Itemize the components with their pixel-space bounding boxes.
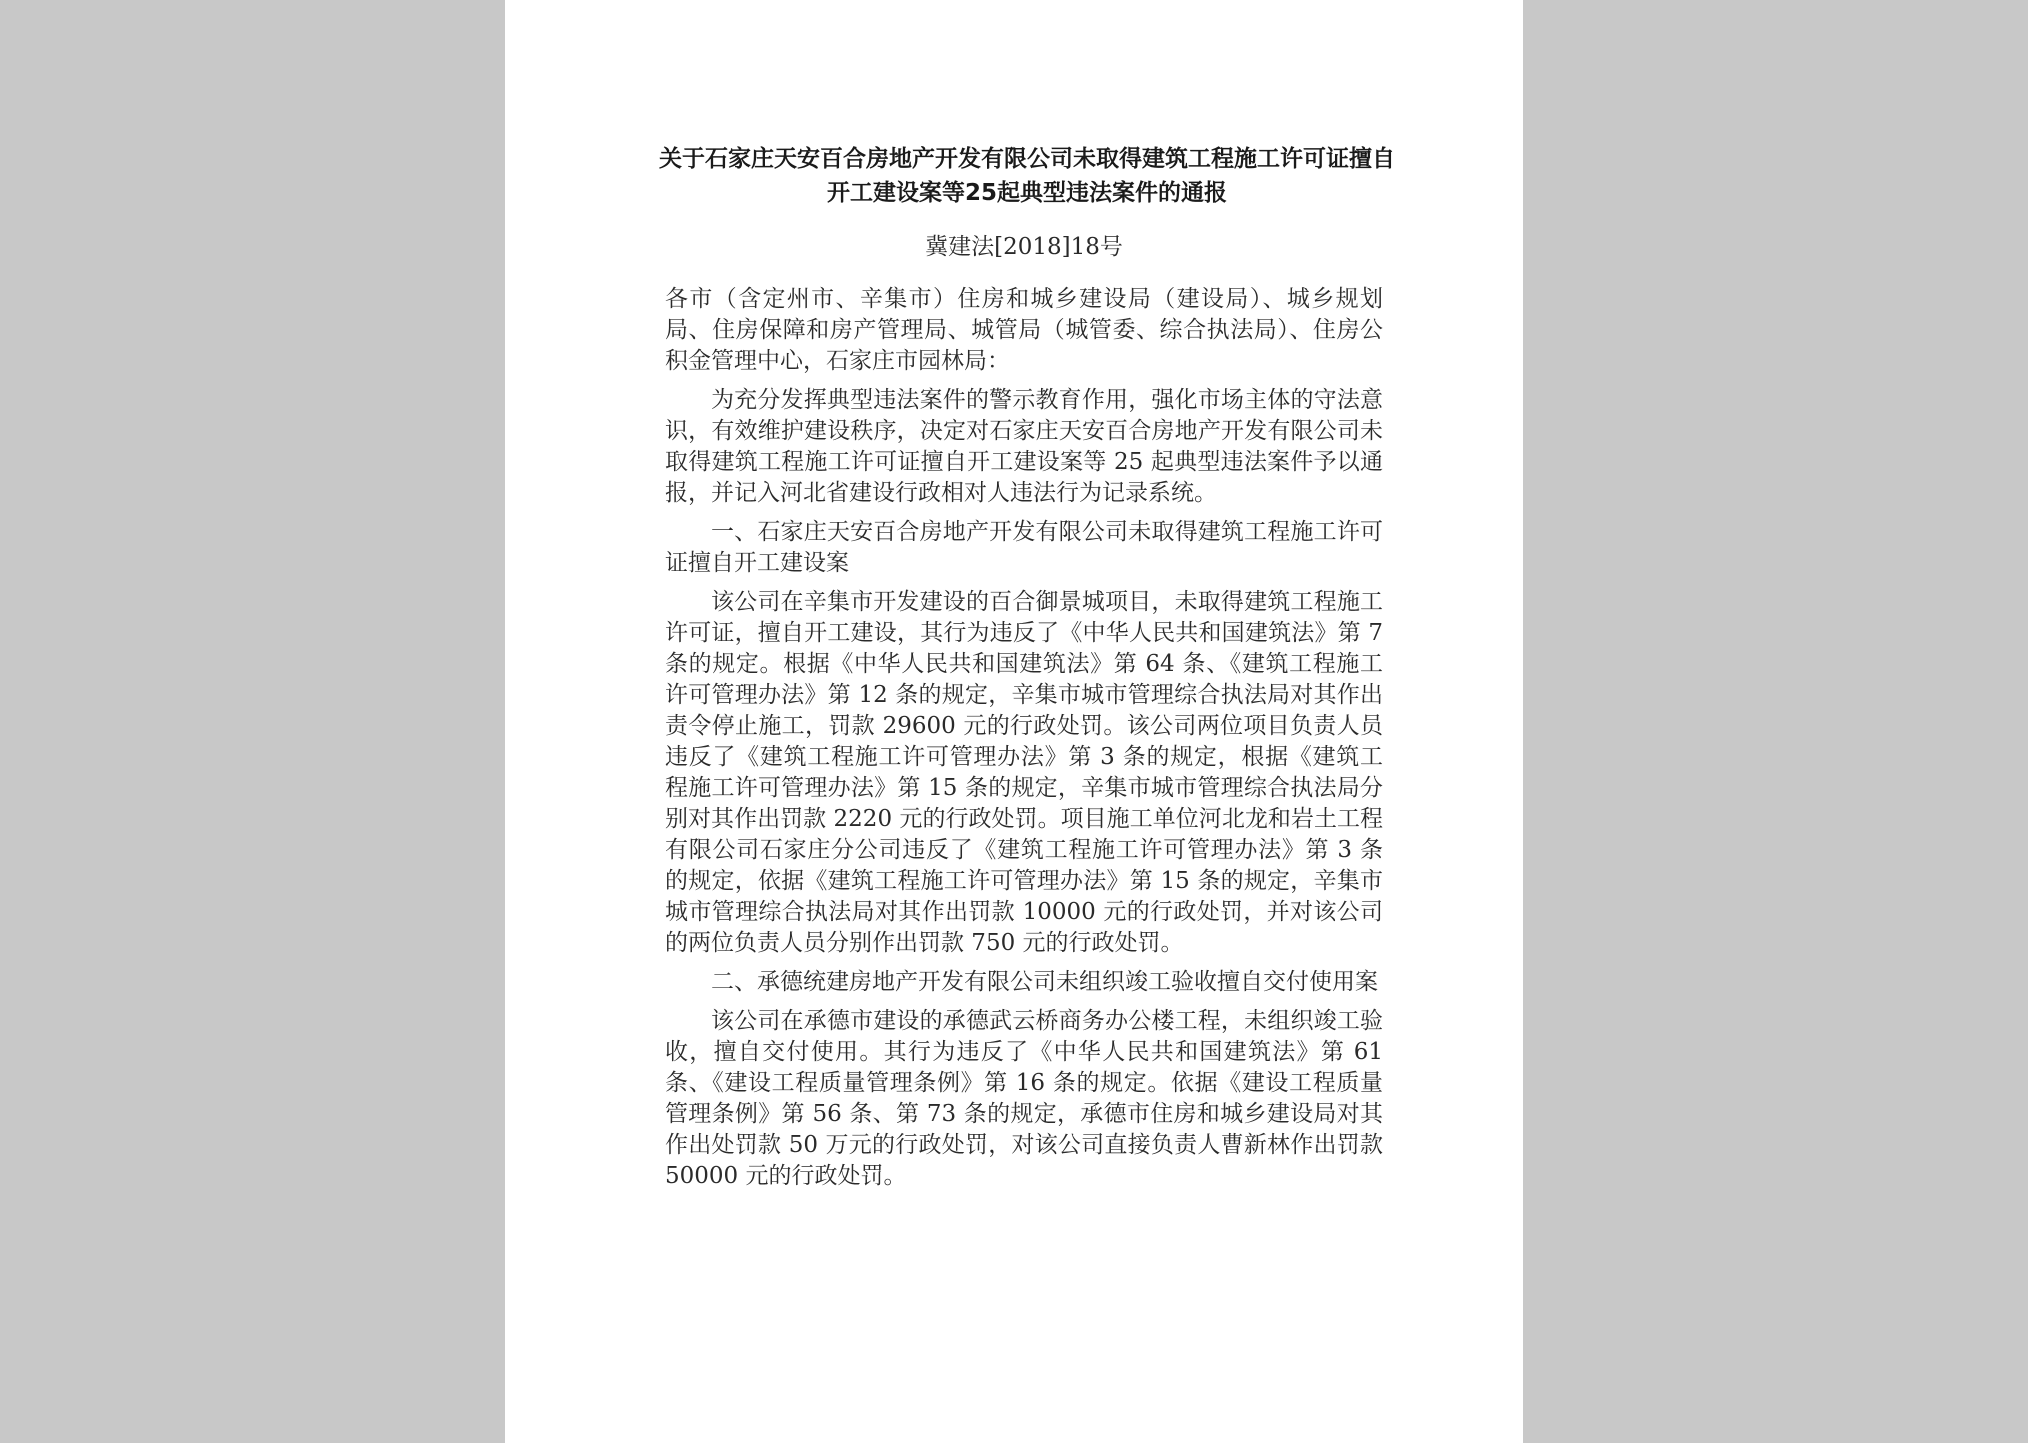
paragraph-intro: 为充分发挥典型违法案件的警示教育作用，强化市场主体的守法意识，有效维护建设秩序，决定对石家庄天安百合房地产开发有限公司未取得建筑工程施工许可证擅自开工建设案等 25 起典型违法案件予以通报，并记入河北省建设行政相对人违法行为记录系统。 bbox=[665, 387, 1383, 506]
recipients: 各市（含定州市、辛集市）住房和城乡建设局（建设局）、城乡规划局、住房保障和房产管理局、城管局（城管委、综合执法局）、住房公积金管理中心，石家庄市园林局： bbox=[665, 286, 1383, 374]
case-body-2: 该公司在承德市建设的承德武云桥商务办公楼工程，未组织竣工验收，擅自交付使用。其行为违反了《中华人民共和国建筑法》第 61 条、《建设工程质量管理条例》第 16 条的规定。依据《建设工程质量管理条例》第 56 条、第 73 条的规定，承德市住房和城乡建设局对其作出处罚款 50 万元的行政处罚，对该公司直接负责人曹新林作出罚款 50000 元的行政处罚。 bbox=[665, 1008, 1383, 1189]
document-title: 关于石家庄天安百合房地产开发有限公司未取得建筑工程施工许可证擅自开工建设案等25起典型违法案件的通报 bbox=[659, 146, 1395, 206]
case-heading-1: 一、石家庄天安百合房地产开发有限公司未取得建筑工程施工许可证擅自开工建设案 bbox=[665, 519, 1383, 576]
document-page bbox=[505, 0, 1523, 1443]
document-number: 冀建法[2018]18号 bbox=[925, 234, 1123, 260]
case-heading-2: 二、承德统建房地产开发有限公司未组织竣工验收擅自交付使用案 bbox=[711, 969, 1378, 995]
case-body-1: 该公司在辛集市开发建设的百合御景城项目，未取得建筑工程施工许可证，擅自开工建设，其行为违反了《中华人民共和国建筑法》第 7 条的规定。根据《中华人民共和国建筑法》第 64 条、《建筑工程施工许可管理办法》第 12 条的规定，辛集市城市管理综合执法局对其作出责令停止施工，罚款 29600 元的行政处罚。该公司两位项目负责人员违反了《建筑工程施工许可管理办法》第 3 条的规定，根据《建筑工程施工许可管理办法》第 15 条的规定，辛集市城市管理综合执法局分别对其作出罚款 2220 元的行政处罚。项目施工单位河北龙和岩土工程有限公司石家庄分公司违反了《建筑工程施工许可管理办法》第 3 条的规定，依据《建筑工程施工许可管理办法》第 15 条的规定，辛集市城市管理综合执法局对其作出罚款 10000 元的行政处罚，并对该公司的两位负责人员分别作出罚款 750 元的行政处罚。 bbox=[665, 589, 1383, 956]
